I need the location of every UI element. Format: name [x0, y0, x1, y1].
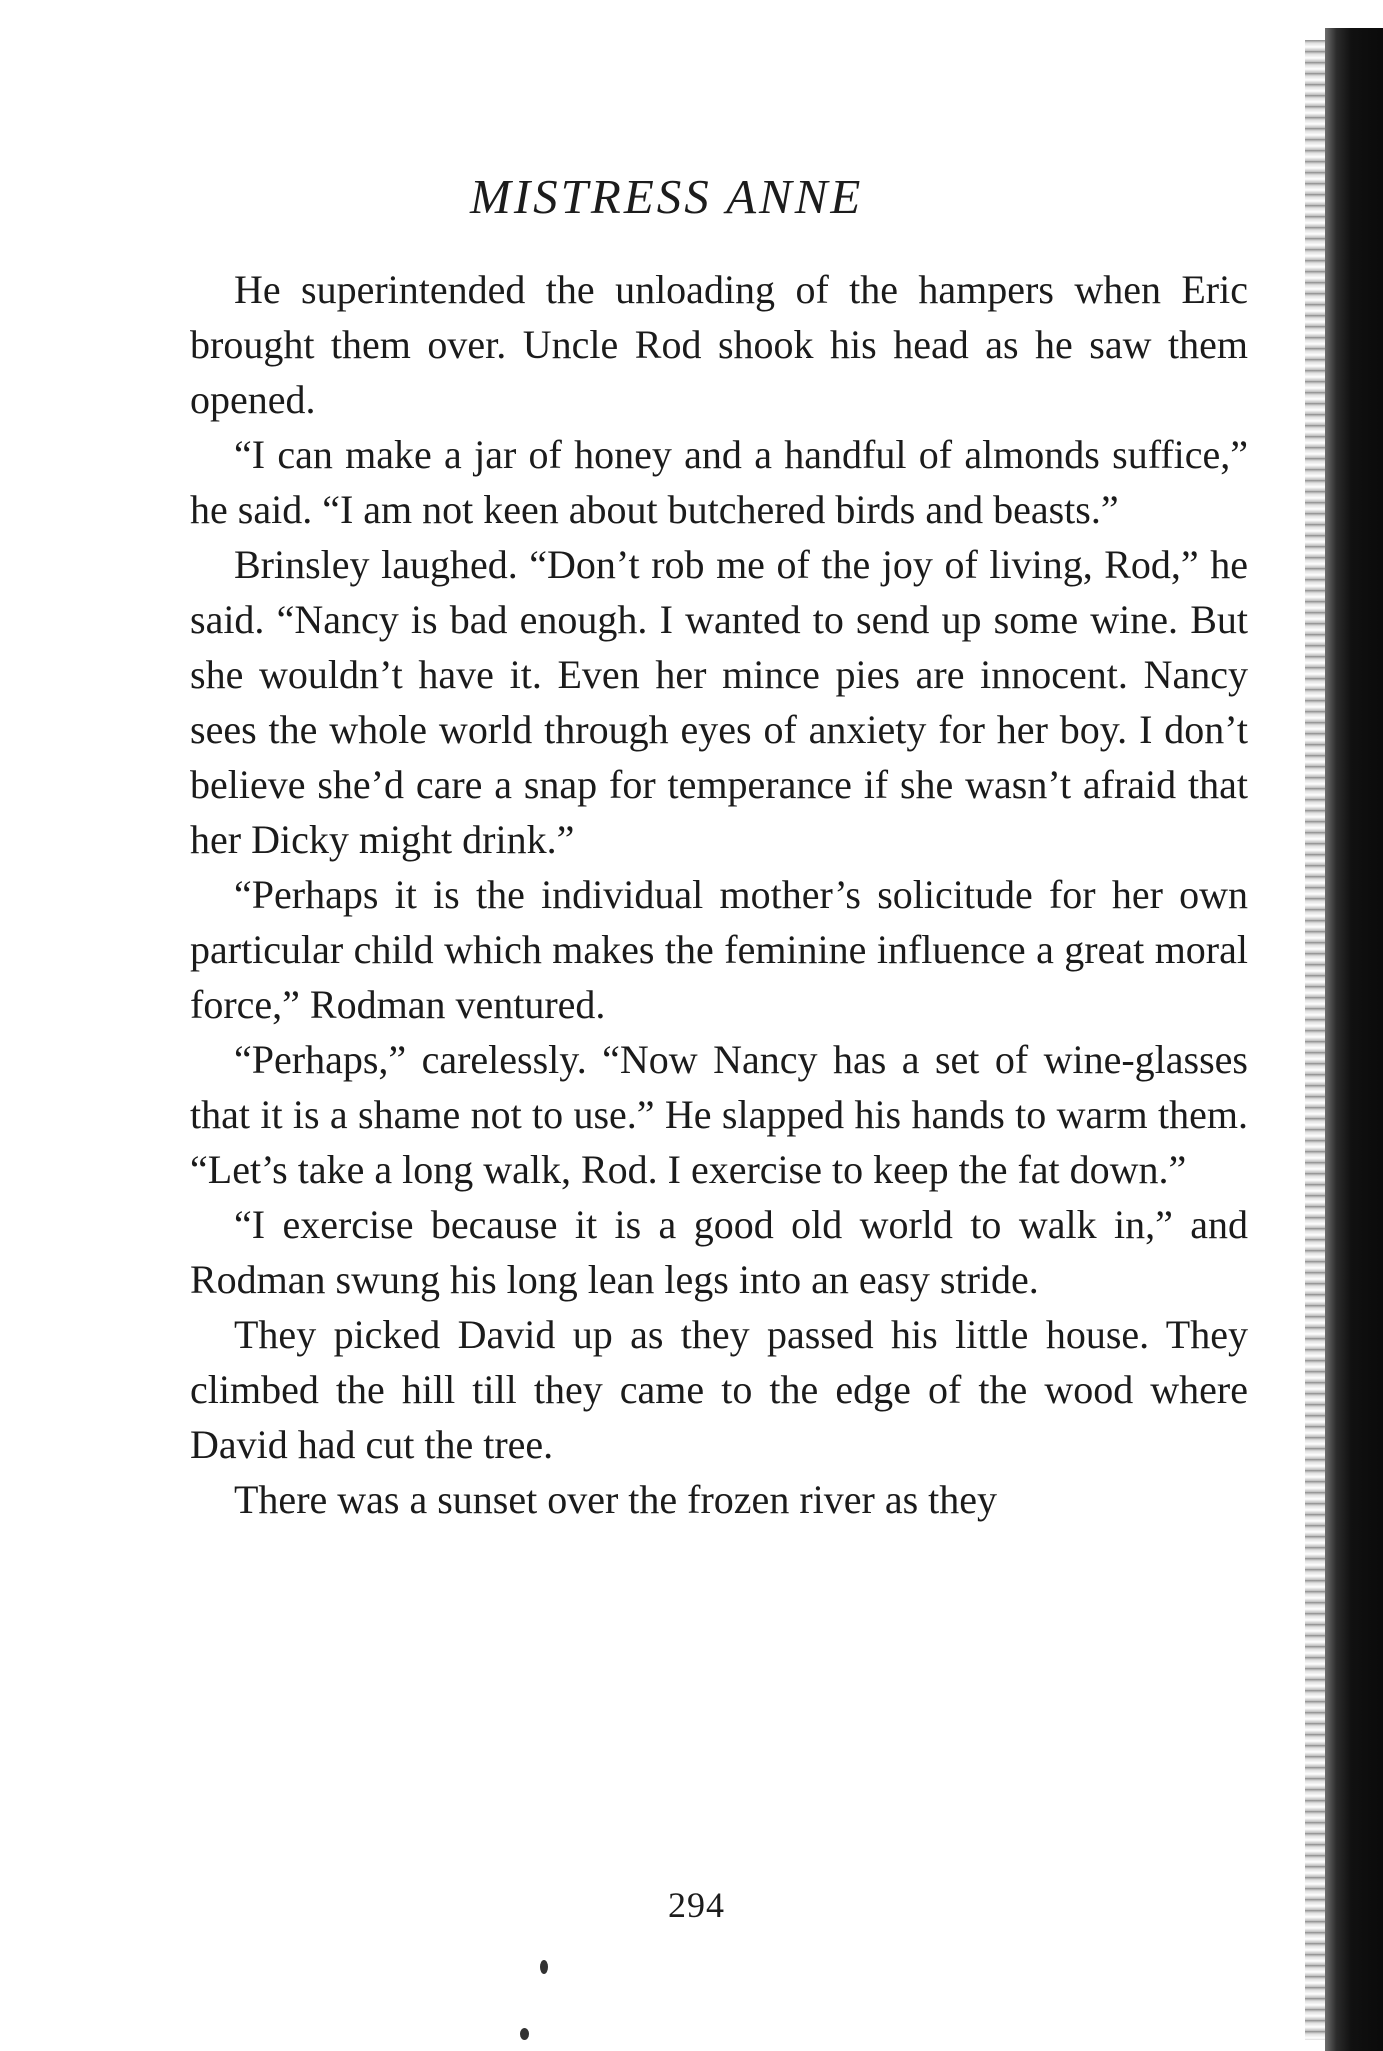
paragraph: There was a sunset over the frozen river as they: [234, 1477, 998, 1522]
ink-speck: [520, 2028, 529, 2040]
paragraph: “Perhaps,” carelessly. “Now Nancy has a set of wine-glasses that it is a shame not to use.” He slapped his hands to warm them. “Let’s take a long walk, Rod. I exercise to keep the fat down.”: [190, 1037, 1248, 1192]
binding-edge: [1325, 28, 1383, 2051]
paragraph: “Perhaps it is the individual mother’s solicitude for her own particular child which makes the feminine influence a great moral force,” Rodman ventured.: [190, 872, 1248, 1027]
body-text: [190, 262, 1248, 1527]
paragraph: He superintended the unloading of the hampers when Eric brought them over. Uncle Rod shook his head as he saw them opened.: [190, 267, 1248, 422]
paragraph: “I can make a jar of honey and a handful of almonds suffice,” he said. “I am not keen about butchered birds and beasts.”: [190, 432, 1248, 532]
paragraph: “I exercise because it is a good old world to walk in,” and Rodman swung his long lean legs into an easy stride.: [190, 1202, 1248, 1302]
paragraph: Brinsley laughed. “Don’t rob me of the joy of living, Rod,” he said. “Nancy is bad enough. I wanted to send up some wine. But she wouldn’t have it. Even her mince pies are innocent. Nancy sees the whole world through eyes of anxiety for her boy. I don’t believe she’d care a snap for temperance if she wasn’t afraid that her Dicky might drink.”: [190, 542, 1248, 862]
ink-speck: [540, 1960, 548, 1974]
page-number: 294: [668, 1885, 725, 1925]
paragraph: They picked David up as they passed his little house. They climbed the hill till they came to the edge of the wood where David had cut the tree.: [190, 1312, 1248, 1467]
running-head: MISTRESS ANNE: [470, 169, 864, 224]
